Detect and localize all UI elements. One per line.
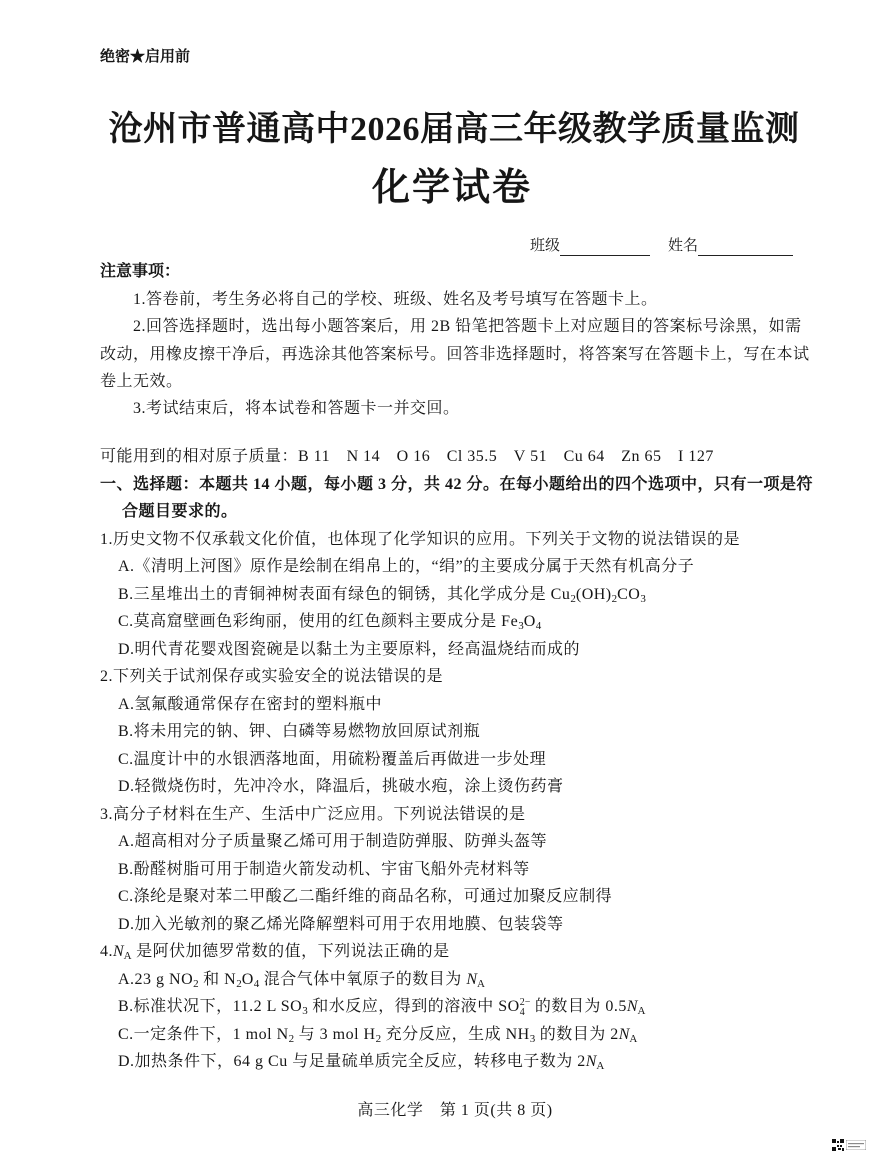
logo-icon	[846, 1140, 866, 1150]
option-a	[0, 966, 870, 994]
exam-title: 沧州市普通高中2026届高三年级教学质量监测	[108, 111, 800, 148]
subscript: 3	[640, 592, 646, 605]
italic-symbol: N	[585, 1053, 597, 1070]
text-run: B.三星堆出土的青铜神树表面有绿色的铜锈，其化学成分是 Cu	[118, 585, 571, 603]
atomic-masses: 可能用到的相对原子质量：B 11 N 14 O 16 Cl 35.5 V 51 Cu 64 Zn 65 I 127	[100, 448, 714, 465]
text-run: 4.	[100, 943, 113, 960]
option-c	[0, 746, 870, 774]
option-a	[0, 828, 870, 856]
exam-body	[0, 443, 870, 1076]
text-run: A.超高相对分子质量聚乙烯可用于制造防弹服、防弹头盔等	[118, 833, 548, 850]
subscript: 4	[535, 620, 542, 632]
option-c	[0, 883, 870, 911]
subscript: 2	[570, 592, 576, 605]
question-stem	[0, 801, 870, 829]
option-d	[0, 773, 870, 801]
option-d	[0, 1048, 870, 1076]
subscript: A	[476, 977, 485, 990]
option-b	[0, 718, 870, 746]
text-run: O	[241, 970, 254, 988]
subscript: 3	[529, 1032, 536, 1045]
subscript: A	[596, 1060, 605, 1072]
option-d	[0, 911, 870, 939]
section-heading-cont: 合题目要求的。	[122, 503, 238, 520]
text-run: 与 3 mol H	[294, 1025, 376, 1043]
notice-line: 改动，用橡皮擦干净后，再选涂其他答案标号。回答非选择题时，将答案写在答题卡上，写在本试	[100, 345, 810, 363]
name-blank	[698, 239, 793, 256]
text-run: 3.高分子材料在生产、生活中广泛应用。下列说法错误的是	[100, 805, 526, 823]
watermark-badge	[832, 1139, 866, 1152]
class-label: 班级	[530, 238, 561, 254]
subscript: 2	[193, 977, 199, 990]
option-c	[0, 1021, 870, 1049]
notice-heading: 注意事项：	[100, 263, 181, 280]
class-blank	[560, 239, 650, 256]
text-run: O	[523, 613, 536, 630]
italic-symbol: N	[618, 1025, 630, 1043]
option-a	[0, 553, 870, 581]
text-run: 的数目为 0.5	[530, 998, 627, 1015]
subscript: 3	[302, 1005, 308, 1017]
subscript: A	[123, 950, 132, 962]
italic-symbol: N	[466, 970, 477, 988]
text-run: 的数目为 2	[535, 1025, 619, 1043]
option-b	[0, 581, 870, 609]
text-run: CO	[617, 585, 641, 603]
option-d	[0, 636, 870, 664]
notice-list	[0, 286, 870, 422]
section-heading: 一、选择题：本题共 14 小题，每小题 3 分，共 42 分。在每小题给出的四个选项中，只有一项是符	[100, 475, 814, 493]
text-run: 1.历史文物不仅承载文化价值，也体现了化学知识的应用。下列关于文物的说法错误的是	[100, 530, 741, 548]
subscript: 2	[236, 977, 242, 990]
subscript: 2	[375, 1032, 382, 1045]
question-list	[0, 526, 870, 1076]
text-run: 是阿伏加德罗常数的值，下列说法正确的是	[131, 943, 450, 960]
text-run: C.一定条件下，1 mol N	[118, 1025, 289, 1043]
question-stem	[0, 938, 870, 966]
subscript: A	[629, 1032, 638, 1045]
text-run: C.涤纶是聚对苯二甲酸乙二酯纤维的商品名称，可通过加聚反应制得	[118, 888, 613, 905]
exam-subject: 化学试卷	[371, 167, 532, 209]
text-run: D.加入光敏剂的聚乙烯光降解塑料可用于农用地膜、包装袋等	[118, 915, 564, 933]
ion-charge-script	[520, 998, 531, 1018]
text-run: C.莫高窟壁画色彩绚丽，使用的红色颜料主要成分是 Fe	[118, 613, 519, 630]
text-run: D.明代青花婴戏图瓷碗是以黏土为主要原料，经高温烧结而成的	[118, 640, 581, 658]
text-run: D.加热条件下，64 g Cu 与足量硫单质完全反应，转移电子数为 2	[118, 1053, 586, 1070]
name-label: 姓名	[668, 238, 699, 254]
option-c	[0, 608, 870, 636]
text-run: A.氢氟酸通常保存在密封的塑料瓶中	[118, 695, 383, 713]
subscript: 2	[611, 592, 618, 605]
subscript: 4	[519, 1007, 525, 1018]
option-b	[0, 993, 870, 1021]
subscript: 2	[288, 1032, 295, 1045]
subscript: A	[637, 1005, 646, 1017]
text-run: (OH)	[575, 585, 612, 603]
italic-symbol: N	[113, 943, 124, 960]
option-a	[0, 691, 870, 719]
subscript: 3	[518, 620, 524, 632]
text-run: B.标准状况下，11.2 L SO	[118, 998, 303, 1015]
text-run: 2.下列关于试剂保存或实验安全的说法错误的是	[100, 668, 444, 685]
option-b	[0, 856, 870, 884]
page-footer: 高三化学 第 1 页(共 8 页)	[357, 1102, 553, 1119]
text-run: B.酚醛树脂可用于制造火箭发动机、宇宙飞船外壳材料等	[118, 860, 530, 878]
text-run: 和 N	[198, 970, 237, 988]
question-stem	[0, 526, 870, 554]
notice-line: 2.回答选择题时，选出每小题答案后，用 2B 铅笔把答题卡上对应题目的答案标号涂黑，如需	[133, 318, 802, 336]
text-run: 和水反应，得到的溶液中 SO	[307, 998, 520, 1015]
qr-code-icon	[832, 1139, 844, 1151]
text-run: A.23 g NO	[118, 970, 194, 988]
notice-line: 1.答卷前，考生务必将自己的学校、班级、姓名及考号填写在答题卡上。	[133, 291, 658, 308]
superscript: 2−	[519, 997, 531, 1008]
text-run: A.《清明上河图》原作是绘制在绢帛上的，“绢”的主要成分属于天然有机高分子	[118, 558, 695, 575]
secrecy-label: 绝密★启用前	[100, 49, 191, 65]
italic-symbol: N	[626, 998, 638, 1015]
text-run: 混合气体中氧原子的数目为	[259, 970, 467, 988]
text-run: C.温度计中的水银洒落地面，用硫粉覆盖后再做进一步处理	[118, 750, 547, 768]
text-run: D.轻微烧伤时，先冲冷水，降温后，挑破水疱，涂上烫伤药膏	[118, 778, 564, 795]
question-stem	[0, 663, 870, 691]
subscript: 4	[253, 977, 260, 990]
class-field	[530, 236, 650, 256]
notice-line: 卷上无效。	[100, 372, 183, 390]
text-run: B.将未用完的钠、钾、白磷等易燃物放回原试剂瓶	[118, 723, 481, 740]
notice-line: 3.考试结束后，将本试卷和答题卡一并交回。	[133, 400, 460, 418]
text-run: 充分反应，生成 NH	[381, 1025, 530, 1043]
name-field	[668, 236, 793, 256]
